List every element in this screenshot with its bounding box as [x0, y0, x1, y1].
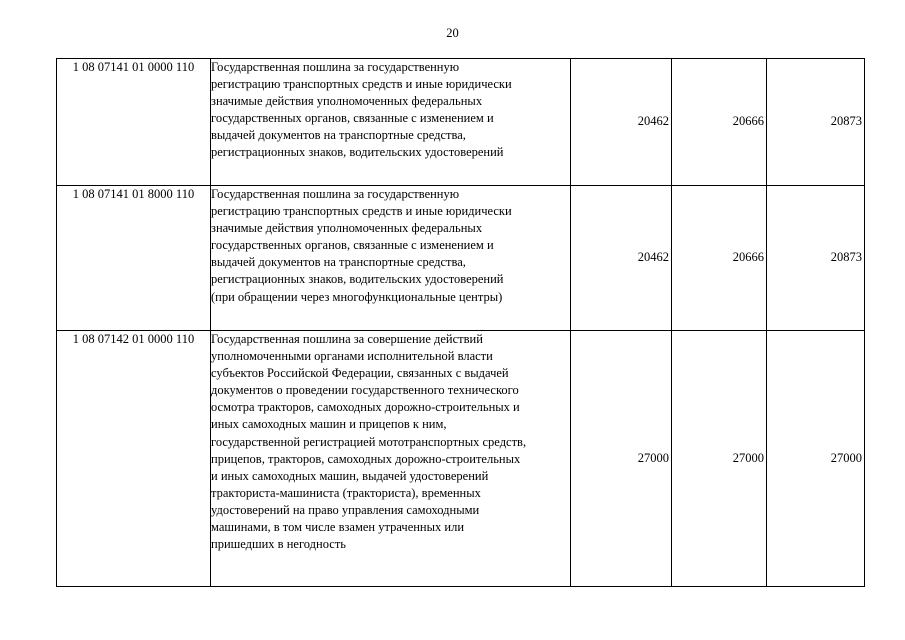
value-year-2: 27000 — [672, 331, 767, 587]
description-line: прицепов, тракторов, самоходных дорожно-строительных — [211, 451, 521, 466]
value-year-3: 27000 — [767, 331, 865, 587]
description-line: и иных самоходных машин, выдачей удостоверений — [211, 468, 489, 483]
budget-code: 1 08 07141 01 0000 110 — [57, 59, 211, 186]
value-year-2: 20666 — [672, 59, 767, 186]
description-line: регистрацию транспортных средств и иные юридически — [211, 77, 512, 92]
description-line: регистрационных знаков, водительских удостоверений — [211, 272, 504, 287]
description-line: регистрацию транспортных средств и иные юридически — [211, 204, 512, 219]
description-line: иных самоходных машин и прицепов к ним, — [211, 417, 447, 432]
table-row — [57, 186, 865, 331]
value-year-3: 20873 — [767, 186, 865, 331]
description-line: тракториста-машиниста (тракториста), временных — [211, 485, 481, 500]
description-line: документов о проведении государственного технического — [211, 383, 519, 398]
description-line: Государственная пошлина за государственную — [211, 187, 460, 201]
description-line: машинами, в том числе взамен утраченных или — [211, 520, 465, 535]
description-line: пришедших в негодность — [211, 537, 346, 552]
description-line: государственной регистрацией мототранспортных средств, — [211, 434, 527, 449]
budget-code: 1 08 07142 01 0000 110 — [57, 331, 211, 587]
revenue-table — [56, 58, 865, 587]
description-line: выдачей документов на транспортные средства, — [211, 255, 466, 270]
description-line: Государственная пошлина за совершение действий — [211, 332, 483, 346]
description-line: Государственная пошлина за государственную — [211, 60, 460, 74]
value-year-3: 20873 — [767, 59, 865, 186]
description-line: значимые действия уполномоченных федеральных — [211, 94, 483, 109]
value-year-1: 27000 — [571, 331, 672, 587]
row-description — [211, 186, 571, 331]
budget-code: 1 08 07141 01 8000 110 — [57, 186, 211, 331]
description-line: государственных органов, связанные с изменением и — [211, 238, 494, 253]
description-line: субъектов Российской Федерации, связанных с выдачей — [211, 366, 509, 381]
description-line: государственных органов, связанные с изменением и — [211, 111, 494, 126]
table-row — [57, 331, 865, 587]
description-line: уполномоченными органами исполнительной власти — [211, 349, 493, 364]
value-year-2: 20666 — [672, 186, 767, 331]
description-line: удостоверений на право управления самоходными — [211, 502, 480, 517]
table-row — [57, 59, 865, 186]
description-line: (при обращении через многофункциональные центры) — [211, 289, 503, 304]
description-line: выдачей документов на транспортные средства, — [211, 128, 466, 143]
row-description — [211, 59, 571, 186]
description-line: значимые действия уполномоченных федеральных — [211, 221, 483, 236]
value-year-1: 20462 — [571, 59, 672, 186]
description-line: осмотра тракторов, самоходных дорожно-строительных и — [211, 400, 520, 415]
row-description — [211, 331, 571, 587]
page-number: 20 — [446, 26, 459, 40]
value-year-1: 20462 — [571, 186, 672, 331]
description-line: регистрационных знаков, водительских удостоверений — [211, 145, 504, 160]
